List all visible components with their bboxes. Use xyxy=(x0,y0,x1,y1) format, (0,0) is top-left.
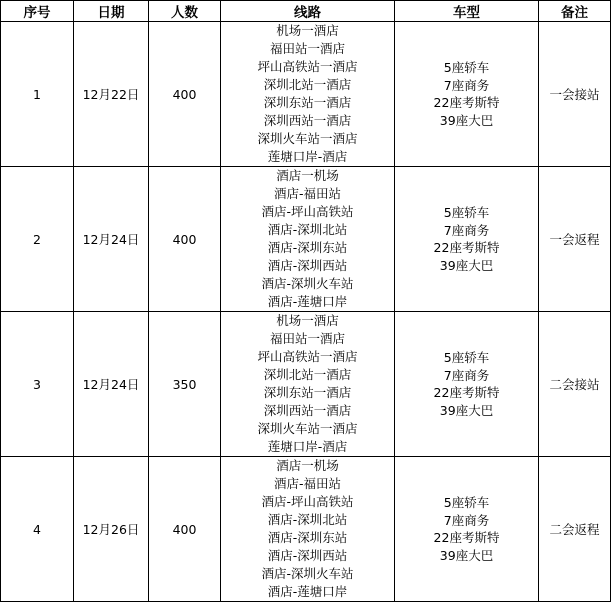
vehicle-line: 39座大巴 xyxy=(439,402,494,418)
route-line: 福田站一酒店 xyxy=(269,331,345,346)
cell-index: 3 xyxy=(1,312,74,457)
vehicle-line: 7座商务 xyxy=(443,222,490,238)
cell-route xyxy=(221,312,395,457)
vehicle-line: 5座轿车 xyxy=(443,350,490,365)
header-row xyxy=(1,1,611,22)
route-line: 酒店-深圳北站 xyxy=(267,222,348,237)
table-row xyxy=(1,22,611,167)
cell-remark: 二会返程 xyxy=(539,457,611,602)
route-line: 酒店-深圳西站 xyxy=(267,548,348,563)
cell-remark: 一会接站 xyxy=(539,22,611,167)
cell-remark: 一会返程 xyxy=(539,167,611,312)
table-header xyxy=(1,1,611,22)
vehicle-line: 5座轿车 xyxy=(443,205,490,220)
route-line: 酒店一机场 xyxy=(276,458,339,473)
route-line: 酒店-深圳东站 xyxy=(267,530,348,545)
vehicle-line: 5座轿车 xyxy=(443,495,490,510)
cell-route xyxy=(221,457,395,602)
vehicle-line: 39座大巴 xyxy=(439,257,494,273)
cell-date: 12月26日 xyxy=(74,457,149,602)
cell-count: 400 xyxy=(149,22,221,167)
cell-count: 400 xyxy=(149,167,221,312)
header-date: 日期 xyxy=(74,1,149,22)
route-line: 深圳西站一酒店 xyxy=(263,113,352,128)
header-count: 人数 xyxy=(149,1,221,22)
route-line: 深圳北站一酒店 xyxy=(263,77,352,92)
vehicle-line: 5座轿车 xyxy=(443,60,490,75)
table-row xyxy=(1,312,611,457)
route-line: 酒店-深圳北站 xyxy=(267,512,348,527)
header-index: 序号 xyxy=(1,1,74,22)
route-line: 莲塘口岸-酒店 xyxy=(267,439,348,454)
table-row xyxy=(1,167,611,312)
cell-date: 12月24日 xyxy=(74,167,149,312)
route-line: 酒店-深圳西站 xyxy=(267,258,348,273)
vehicle-line: 7座商务 xyxy=(443,77,490,93)
route-line: 酒店-深圳东站 xyxy=(267,240,348,255)
route-line: 福田站一酒店 xyxy=(269,41,345,56)
route-line: 酒店-深圳火车站 xyxy=(261,566,354,581)
cell-date: 12月22日 xyxy=(74,22,149,167)
cell-vehicle xyxy=(395,22,539,167)
vehicle-line: 39座大巴 xyxy=(439,112,494,128)
route-line: 深圳东站一酒店 xyxy=(263,95,352,110)
route-line: 酒店-莲塘口岸 xyxy=(267,294,348,309)
route-line: 深圳东站一酒店 xyxy=(263,385,352,400)
table-body xyxy=(1,22,611,602)
route-line: 酒店-福田站 xyxy=(273,186,341,201)
cell-count: 350 xyxy=(149,312,221,457)
header-vehicle: 车型 xyxy=(395,1,539,22)
cell-date: 12月24日 xyxy=(74,312,149,457)
route-line: 深圳北站一酒店 xyxy=(263,367,352,382)
route-line: 深圳西站一酒店 xyxy=(263,403,352,418)
vehicle-line: 7座商务 xyxy=(443,367,490,383)
vehicle-line: 7座商务 xyxy=(443,512,490,528)
header-remark: 备注 xyxy=(539,1,611,22)
cell-vehicle xyxy=(395,167,539,312)
route-line: 坪山高铁站一酒店 xyxy=(257,59,358,74)
vehicle-line: 22座考斯特 xyxy=(433,240,500,255)
vehicle-line: 22座考斯特 xyxy=(433,530,500,545)
vehicle-line: 39座大巴 xyxy=(439,547,494,563)
cell-vehicle xyxy=(395,312,539,457)
route-line: 坪山高铁站一酒店 xyxy=(257,349,358,364)
route-line: 机场一酒店 xyxy=(276,313,339,328)
cell-route xyxy=(221,22,395,167)
table-row xyxy=(1,457,611,602)
cell-index: 2 xyxy=(1,167,74,312)
vehicle-line: 22座考斯特 xyxy=(433,95,500,110)
cell-route xyxy=(221,167,395,312)
header-route: 线路 xyxy=(221,1,395,22)
route-line: 深圳火车站一酒店 xyxy=(257,131,358,146)
route-line: 机场一酒店 xyxy=(276,23,339,38)
cell-remark: 二会接站 xyxy=(539,312,611,457)
route-line: 酒店一机场 xyxy=(276,168,339,183)
cell-vehicle xyxy=(395,457,539,602)
route-line: 莲塘口岸-酒店 xyxy=(267,149,348,164)
cell-index: 4 xyxy=(1,457,74,602)
route-line: 酒店-莲塘口岸 xyxy=(267,584,348,599)
route-line: 酒店-福田站 xyxy=(273,476,341,491)
cell-index: 1 xyxy=(1,22,74,167)
vehicle-line: 22座考斯特 xyxy=(433,385,500,400)
route-line: 酒店-坪山高铁站 xyxy=(261,494,354,509)
cell-count: 400 xyxy=(149,457,221,602)
route-line: 酒店-深圳火车站 xyxy=(261,276,354,291)
route-line: 深圳火车站一酒店 xyxy=(257,421,358,436)
route-line: 酒店-坪山高铁站 xyxy=(261,204,354,219)
